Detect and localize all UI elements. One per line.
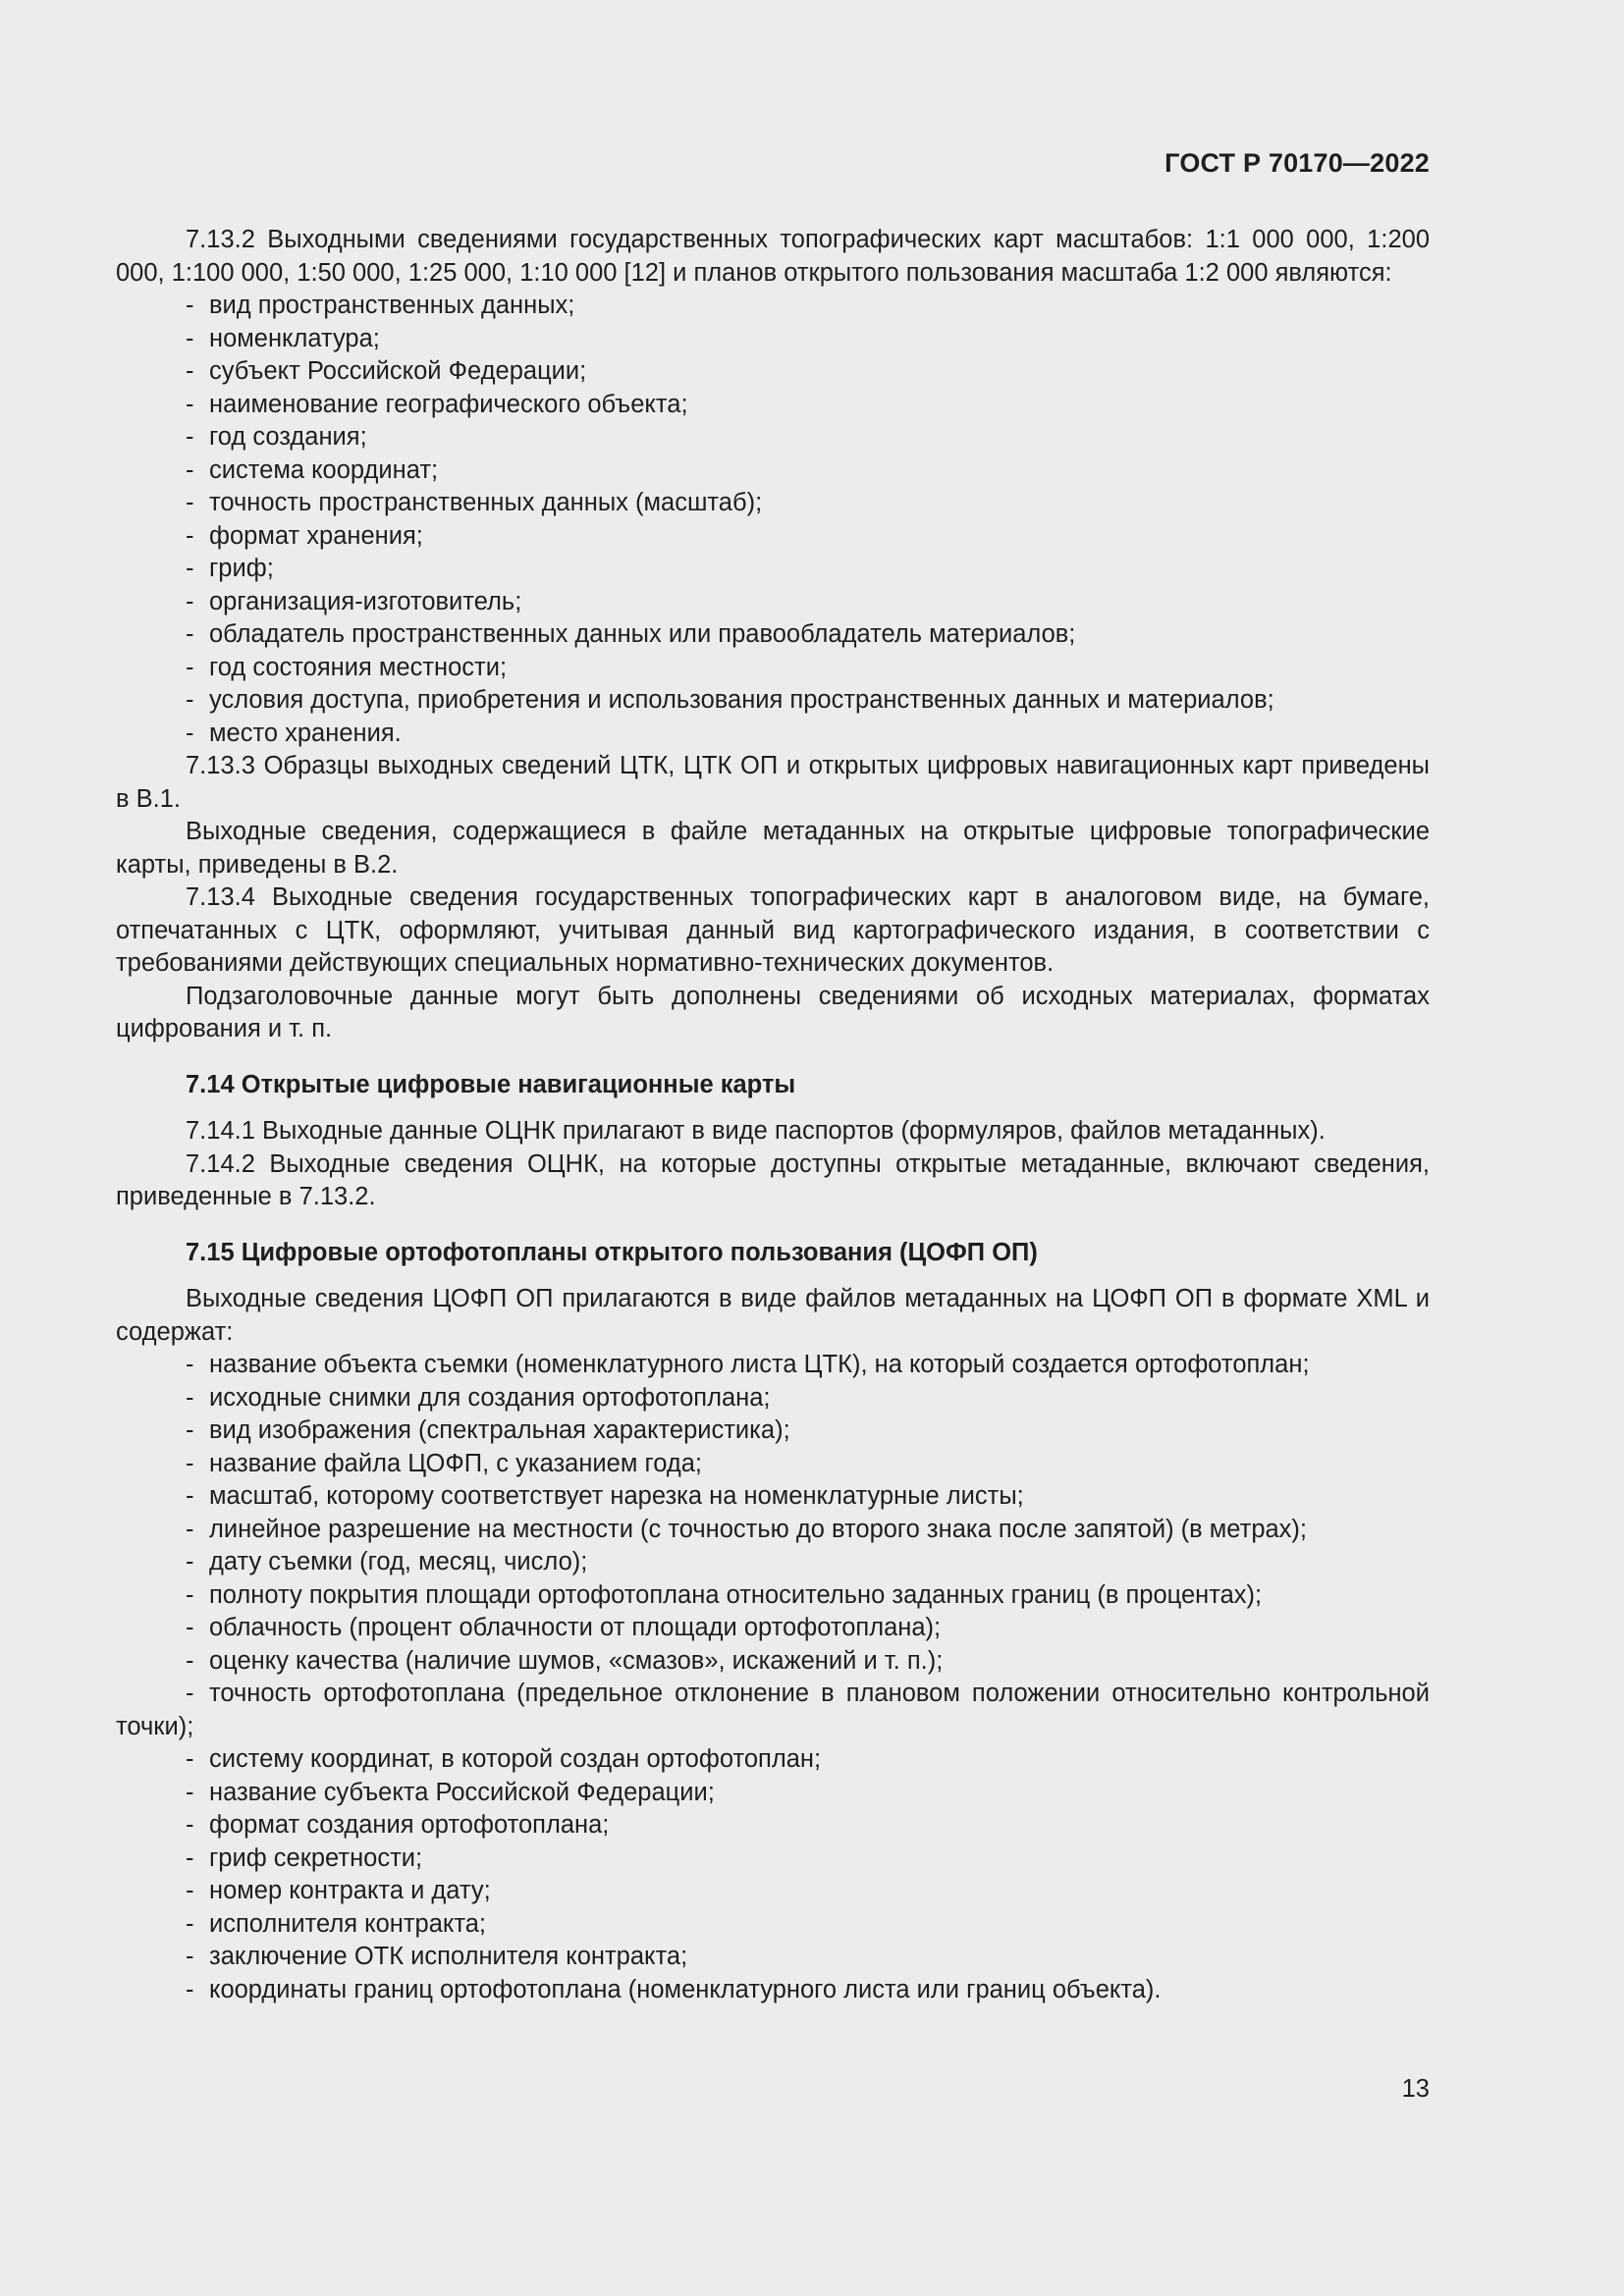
list-item: - условия доступа, приобретения и использования пространственных данных и материалов; (116, 684, 1430, 718)
list-item: - точность ортофотоплана (предельное отклонение в плановом положении относительно контрольной точки); (116, 1680, 1430, 1740)
paragraph-7-13-4-note: Подзаголовочные данные могут быть дополнены сведениями об исходных материалах, форматах цифрования и т. п. (116, 982, 1430, 1042)
page-number: 13 (1401, 2075, 1430, 2103)
dash-marker: - (186, 1975, 194, 2003)
list-item: - наименование географического объекта; (116, 389, 1430, 422)
dash-marker: - (186, 390, 194, 418)
list-item: - масштаб, которому соответствует нарезка на номенклатурные листы; (116, 1480, 1430, 1514)
dash-marker: - (186, 1482, 194, 1510)
dash-marker: - (186, 1745, 194, 1773)
dash-marker: - (186, 1383, 194, 1412)
dash-marker: - (186, 653, 194, 681)
dash-marker: - (186, 1943, 194, 1970)
list-item: - формат создания ортофотоплана; (116, 1809, 1430, 1842)
list-item: - год создания; (116, 421, 1430, 454)
list-item: - облачность (процент облачности от площади ортофотоплана); (116, 1612, 1430, 1645)
dash-marker: - (186, 1646, 194, 1675)
dash-marker: - (186, 521, 194, 550)
list-item: - название субъекта Российской Федерации; (116, 1777, 1430, 1810)
paragraph-7-14-1: 7.14.1 Выходные данные ОЦНК прилагают в виде паспортов (формуляров, файлов метаданных). (186, 1117, 1326, 1145)
paragraph-7-15: Выходные сведения ЦОФП ОП прилагаются в виде файлов метаданных на ЦОФП ОП в формате XML и содержат: (116, 1285, 1430, 1346)
dash-marker: - (186, 489, 194, 516)
list-item: - название файла ЦОФП, с указанием года; (116, 1448, 1430, 1481)
list-item: - гриф секретности; (116, 1842, 1430, 1876)
list-item: - вид изображения (спектральная характеристика); (116, 1415, 1430, 1448)
dash-marker: - (186, 1843, 194, 1872)
list-item: - дату съемки (год, месяц, число); (116, 1546, 1430, 1579)
list-item: - точность пространственных данных (масштаб); (116, 487, 1430, 520)
list-item: - заключение ОТК исполнителя контракта; (116, 1941, 1430, 1974)
dash-marker: - (186, 1811, 194, 1839)
list-item: - номенклатура; (116, 323, 1430, 356)
dash-marker: - (186, 423, 194, 451)
dash-marker: - (186, 620, 194, 648)
list-item: - полноту покрытия площади ортофотоплана относительно заданных границ (в процентах); (116, 1579, 1430, 1613)
dash-marker: - (186, 1680, 194, 1707)
list-item: - система координат; (116, 454, 1430, 488)
dash-marker: - (186, 324, 194, 352)
dash-marker: - (186, 357, 194, 385)
list-item: - исполнителя контракта; (116, 1908, 1430, 1942)
dash-marker: - (186, 1416, 194, 1444)
list-item: - оценку качества (наличие шумов, «смазов», искажений и т. п.); (116, 1645, 1430, 1679)
output-info-list (116, 290, 1430, 750)
section-heading-7-15: 7.15 Цифровые ортофотопланы открытого пользования (ЦОФП ОП) (186, 1238, 1038, 1266)
list-item: - исходные снимки для создания ортофотоплана; (116, 1382, 1430, 1415)
orthophoto-metadata-list (116, 1349, 1430, 2006)
dash-marker: - (186, 1778, 194, 1806)
list-item: - субъект Российской Федерации; (116, 355, 1430, 389)
dash-marker: - (186, 587, 194, 615)
dash-marker: - (186, 1515, 194, 1543)
list-item: - линейное разрешение на местности (с точностью до второго знака после запятой) (в метрах); (116, 1514, 1430, 1547)
list-item: - систему координат, в которой создан ортофотоплан; (116, 1743, 1430, 1777)
paragraph-7-13-2: 7.13.2 Выходными сведениями государственных топографических карт масштабов: 1:1 000 000, 1:200 000, 1:100 000, 1:50 000, 1:25 000, 1:10 000 [12] и планов открытого пользования масштаба 1:2 000 являются: (116, 226, 1430, 287)
list-item: - координаты границ ортофотоплана (номенклатурного листа или границ объекта). (116, 1974, 1430, 2007)
paragraph-7-14-2: 7.14.2 Выходные сведения ОЦНК, на которые доступны открытые метаданные, включают сведения, приведенные в 7.13.2. (116, 1149, 1430, 1210)
dash-marker: - (186, 555, 194, 582)
document-header: ГОСТ Р 70170—2022 (1164, 148, 1430, 178)
dash-marker: - (186, 292, 194, 319)
dash-marker: - (186, 1909, 194, 1938)
list-item: - вид пространственных данных; (116, 290, 1430, 323)
list-item: - номер контракта и дату; (116, 1875, 1430, 1908)
dash-marker: - (186, 1614, 194, 1641)
dash-marker: - (186, 1548, 194, 1575)
list-item: - гриф; (116, 553, 1430, 586)
paragraph-7-13-3: 7.13.3 Образцы выходных сведений ЦТК, ЦТК ОП и открытых цифровых навигационных карт приведены в В.1. (116, 752, 1430, 813)
list-item: - формат хранения; (116, 520, 1430, 554)
list-item: - название объекта съемки (номенклатурного листа ЦТК), на который создается ортофотоплан; (116, 1349, 1430, 1382)
page-content (116, 224, 1430, 2006)
paragraph-7-13-4: 7.13.4 Выходные сведения государственных топографических карт в аналоговом виде, на бумаге, отпечатанных с ЦТК, оформляют, учитывая данный вид картографического издания, в соответствии с требованиями действующих специальных нормативно-технических документов. (116, 883, 1430, 977)
dash-marker: - (186, 686, 194, 714)
dash-marker: - (186, 1351, 194, 1378)
list-item: - организация-изготовитель; (116, 586, 1430, 619)
dash-marker: - (186, 1877, 194, 1904)
dash-marker: - (186, 719, 194, 747)
list-item: - год состояния местности; (116, 652, 1430, 685)
section-heading-7-14: 7.14 Открытые цифровые навигационные карты (186, 1070, 796, 1098)
paragraph-7-13-3-note: Выходные сведения, содержащиеся в файле метаданных на открытые цифровые топографические карты, приведены в В.2. (116, 818, 1430, 879)
dash-marker: - (186, 1449, 194, 1477)
dash-marker: - (186, 1580, 194, 1609)
dash-marker: - (186, 455, 194, 484)
list-item: - обладатель пространственных данных или правообладатель материалов; (116, 618, 1430, 652)
list-item: - место хранения. (116, 718, 1430, 751)
